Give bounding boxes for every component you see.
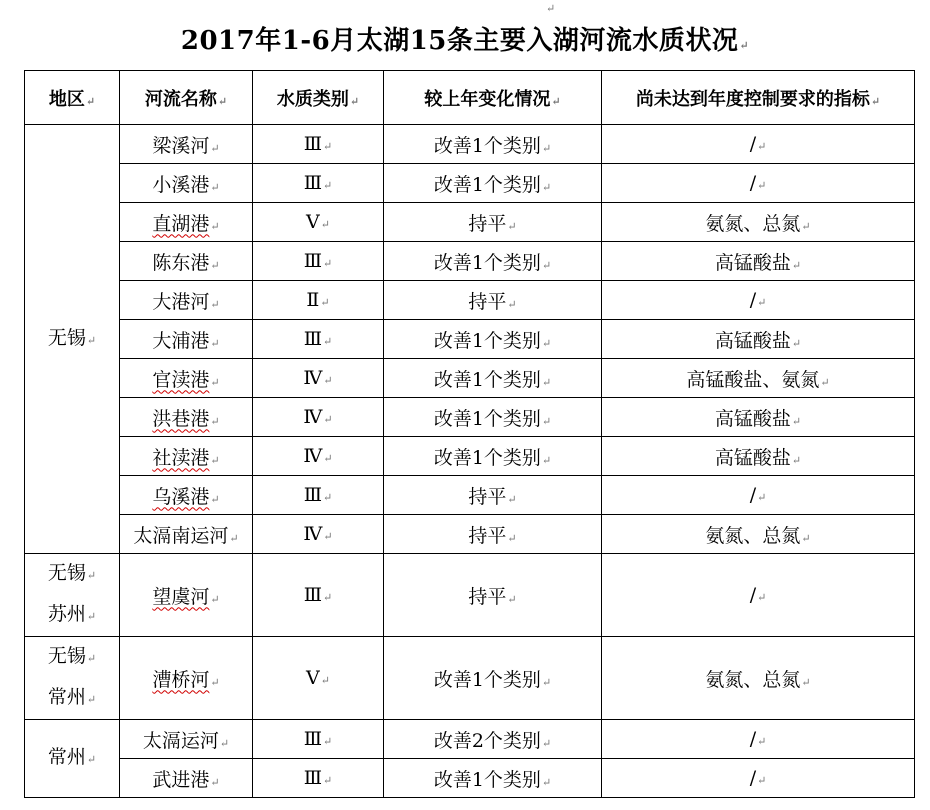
table-row (25, 242, 915, 281)
indicator-cell: /↵ (602, 554, 915, 637)
table-row (25, 398, 915, 437)
river-name-cell: 直湖港↵ (120, 203, 253, 242)
table-row (25, 281, 915, 320)
region-cell (25, 637, 120, 720)
table-row (25, 203, 915, 242)
document-title: 2017年1-6月太湖15条主要入湖河流水质状况↵ (180, 26, 750, 56)
change-cell: 改善1个类别↵ (384, 759, 602, 798)
indicator-cell: 高锰酸盐↵ (602, 242, 915, 281)
indicator-cell: 高锰酸盐、氨氮↵ (602, 359, 915, 398)
indicator-cell: /↵ (602, 281, 915, 320)
header-indicator: 尚未达到年度控制要求的指标↵ (602, 71, 915, 125)
change-cell: 改善1个类别↵ (384, 398, 602, 437)
water-grade-cell: Ⅲ↵ (253, 476, 384, 515)
river-name-cell: 武进港↵ (120, 759, 253, 798)
indicator-cell: 高锰酸盐↵ (602, 320, 915, 359)
indicator-cell: 氨氮、总氮↵ (602, 515, 915, 554)
indicator-cell: /↵ (602, 164, 915, 203)
river-name-cell: 社渎港↵ (120, 437, 253, 476)
table-row (25, 759, 915, 798)
water-quality-table (24, 70, 915, 798)
region-name-line: 无锡↵ (47, 645, 97, 667)
table-row (25, 720, 915, 759)
table-row (25, 437, 915, 476)
water-grade-cell: Ⅲ↵ (253, 125, 384, 164)
river-name-cell: 官渎港↵ (120, 359, 253, 398)
change-cell: 持平↵ (384, 515, 602, 554)
region-cell (25, 720, 120, 798)
header-change: 较上年变化情况↵ (384, 71, 602, 125)
river-name-cell: 乌溪港↵ (120, 476, 253, 515)
change-cell: 改善1个类别↵ (384, 437, 602, 476)
water-grade-cell: Ⅲ↵ (253, 242, 384, 281)
river-name-cell: 大浦港↵ (120, 320, 253, 359)
water-grade-cell: Ⅲ↵ (253, 554, 384, 637)
water-grade-cell: Ⅲ↵ (253, 320, 384, 359)
table-row (25, 476, 915, 515)
change-cell: 持平↵ (384, 281, 602, 320)
change-cell: 改善1个类别↵ (384, 637, 602, 720)
water-grade-cell: Ⅴ↵ (253, 203, 384, 242)
region-name-line: 无锡↵ (47, 326, 97, 349)
river-name-cell: 洪巷港↵ (120, 398, 253, 437)
region-cell (25, 125, 120, 554)
water-grade-cell: Ⅳ↵ (253, 437, 384, 476)
change-cell: 持平↵ (384, 554, 602, 637)
table-row (25, 554, 915, 637)
river-name-cell: 梁溪河↵ (120, 125, 253, 164)
river-name-cell: 望虞河↵ (120, 554, 253, 637)
river-name-cell: 小溪港↵ (120, 164, 253, 203)
indicator-cell: /↵ (602, 125, 915, 164)
region-name-line: 无锡↵ (47, 562, 97, 584)
water-grade-cell: Ⅲ↵ (253, 759, 384, 798)
water-grade-cell: Ⅴ↵ (253, 637, 384, 720)
water-grade-cell: Ⅲ↵ (253, 720, 384, 759)
region-cell (25, 554, 120, 637)
change-cell: 改善1个类别↵ (384, 359, 602, 398)
change-cell: 改善1个类别↵ (384, 320, 602, 359)
indicator-cell: /↵ (602, 720, 915, 759)
region-name-line: 苏州↵ (47, 603, 97, 625)
header-water-grade: 水质类别↵ (253, 71, 384, 125)
table-row (25, 359, 915, 398)
indicator-cell: /↵ (602, 476, 915, 515)
change-cell: 改善1个类别↵ (384, 242, 602, 281)
indicator-cell: 氨氮、总氮↵ (602, 203, 915, 242)
table-row (25, 637, 915, 720)
table-header-row (25, 71, 915, 125)
table-row (25, 125, 915, 164)
table-row (25, 515, 915, 554)
river-name-cell: 大港河↵ (120, 281, 253, 320)
river-name-cell: 太滆运河↵ (120, 720, 253, 759)
water-grade-cell: Ⅱ↵ (253, 281, 384, 320)
change-cell: 持平↵ (384, 476, 602, 515)
header-region: 地区↵ (25, 71, 120, 125)
indicator-cell: /↵ (602, 759, 915, 798)
river-name-cell: 太滆南运河↵ (120, 515, 253, 554)
river-name-cell: 陈东港↵ (120, 242, 253, 281)
water-grade-cell: Ⅳ↵ (253, 359, 384, 398)
indicator-cell: 高锰酸盐↵ (602, 437, 915, 476)
table-row (25, 320, 915, 359)
indicator-cell: 氨氮、总氮↵ (602, 637, 915, 720)
change-cell: 改善2个类别↵ (384, 720, 602, 759)
water-grade-cell: Ⅲ↵ (253, 164, 384, 203)
paragraph-mark: ↵ (546, 2, 556, 15)
water-grade-cell: Ⅳ↵ (253, 398, 384, 437)
change-cell: 改善1个类别↵ (384, 125, 602, 164)
header-river-name: 河流名称↵ (120, 71, 253, 125)
change-cell: 持平↵ (384, 203, 602, 242)
region-name-line: 常州↵ (47, 746, 97, 768)
river-name-cell: 漕桥河↵ (120, 637, 253, 720)
change-cell: 改善1个类别↵ (384, 164, 602, 203)
indicator-cell: 高锰酸盐↵ (602, 398, 915, 437)
table-row (25, 164, 915, 203)
water-grade-cell: Ⅳ↵ (253, 515, 384, 554)
region-name-line: 常州↵ (47, 686, 97, 708)
